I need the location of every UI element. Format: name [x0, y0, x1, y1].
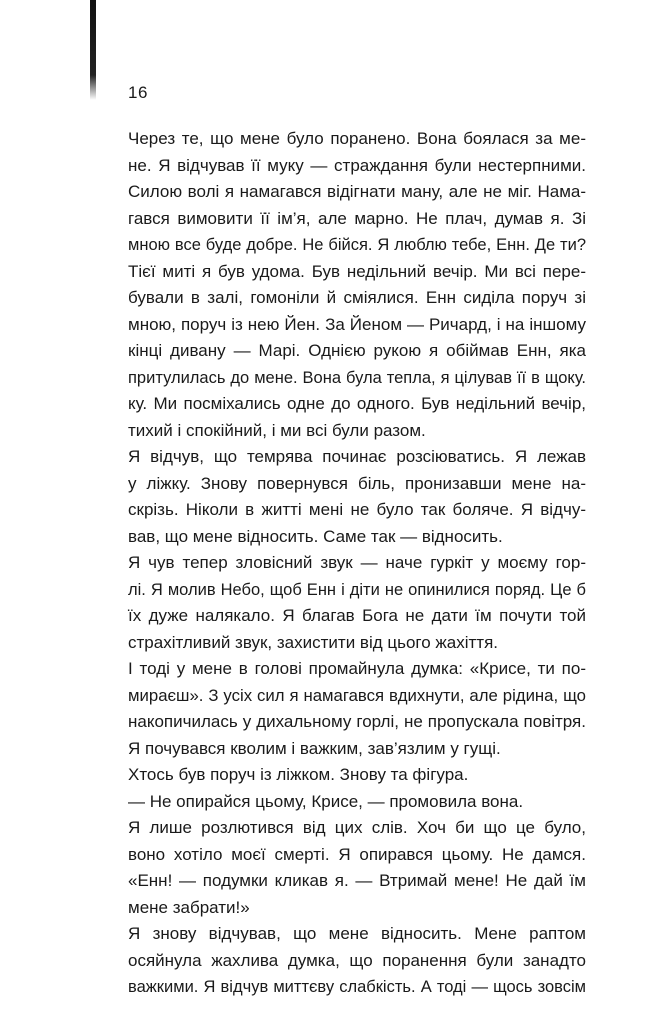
text-line: Я відчув, що темрява починає розсіюватись. Я лежав	[128, 447, 586, 466]
text-line: їх дуже налякало. Я благав Бога не дати їм почути той	[128, 606, 586, 625]
text-line: Я лише розлютився від цих слів. Хоч би що це було,	[128, 818, 586, 837]
page-edge-mark	[90, 0, 96, 100]
text-line: мною все буде добре. Не бійся. Я люблю тебе, Енн. Де ти?	[128, 236, 586, 254]
text-line: воно хотіло моєї смерті. Я опирався цьому. Не дамся.	[128, 844, 586, 864]
text-line: страхітливий звук, захистити від цього жахіття.	[128, 632, 499, 652]
text-line: — Не опирайся цьому, Крисе, — промовила вона.	[128, 791, 524, 811]
text-line: Я почувався кволим і важким, зав’язлим у гущі.	[128, 738, 501, 758]
page-number: 16	[128, 83, 148, 102]
text-line: гався вимовити її ім’я, але марно. Не плач, думав я. Зі	[128, 208, 586, 228]
text-line: накопичилась у дихальному горлі, не пропускала повітря.	[128, 712, 586, 731]
text-line: «Енн! — подумки кликав я. — Втримай мене! Не дай їм	[128, 871, 586, 890]
text-line: ку. Ми посміхались одне до одного. Був недільний вечір,	[128, 394, 586, 413]
text-line: Через те, що мене було поранено. Вона боялася за ме-	[128, 129, 586, 148]
text-line: притулилась до мене. Вона була тепла, я цілував її в щоку.	[128, 368, 586, 387]
body-text	[128, 126, 586, 1001]
text-line: кінці дивану — Марі. Однією рукою я обіймав Енн, яка	[128, 341, 586, 360]
text-line: тихий і спокійний, і ми всі були разом.	[128, 420, 426, 440]
text-line: лі. Я молив Небо, щоб Енн і діти не опинилися поряд. Це б	[128, 580, 586, 599]
text-line: важкими. Я відчув миттєву слабкість. А тоді — щось зовсім	[128, 978, 586, 996]
text-line: мираєш». З усіх сил я намагався вдихнути, але рідина, що	[128, 685, 586, 705]
text-line: Я знову відчував, що мене відносить. Мене раптом	[128, 924, 586, 943]
text-line: вав, що мене відносить. Саме так — відносить.	[128, 526, 503, 546]
text-line: Я чув тепер зловісний звук — наче гуркіт у моєму гор-	[128, 553, 586, 572]
text-line: у ліжку. Знову повернувся біль, пронизавши мене на-	[128, 473, 586, 493]
text-line: Силою волі я намагався відігнати ману, але не міг. Нама-	[128, 182, 586, 201]
text-line: мене забрати!»	[128, 897, 250, 917]
text-line: мною, поруч із нею Йен. За Йеном — Ричард, і на іншому	[128, 314, 586, 334]
text-line: скрізь. Ніколи в житті мені не було так боляче. Я відчу-	[128, 500, 586, 519]
text-line: осяйнула жахлива думка, що поранення були занадто	[128, 950, 586, 970]
text-line: Хтось був поруч із ліжком. Знову та фігура.	[128, 765, 469, 784]
text-line: бували в залі, гомоніли й сміялися. Енн сиділа поруч зі	[128, 288, 586, 307]
text-line: І тоді у мене в голові промайнула думка: «Крисе, ти по-	[128, 659, 586, 678]
text-line: не. Я відчував її муку — страждання були нестерпними.	[128, 155, 586, 175]
text-line: Тієї миті я був удома. Був недільний вечір. Ми всі пере-	[128, 261, 586, 281]
